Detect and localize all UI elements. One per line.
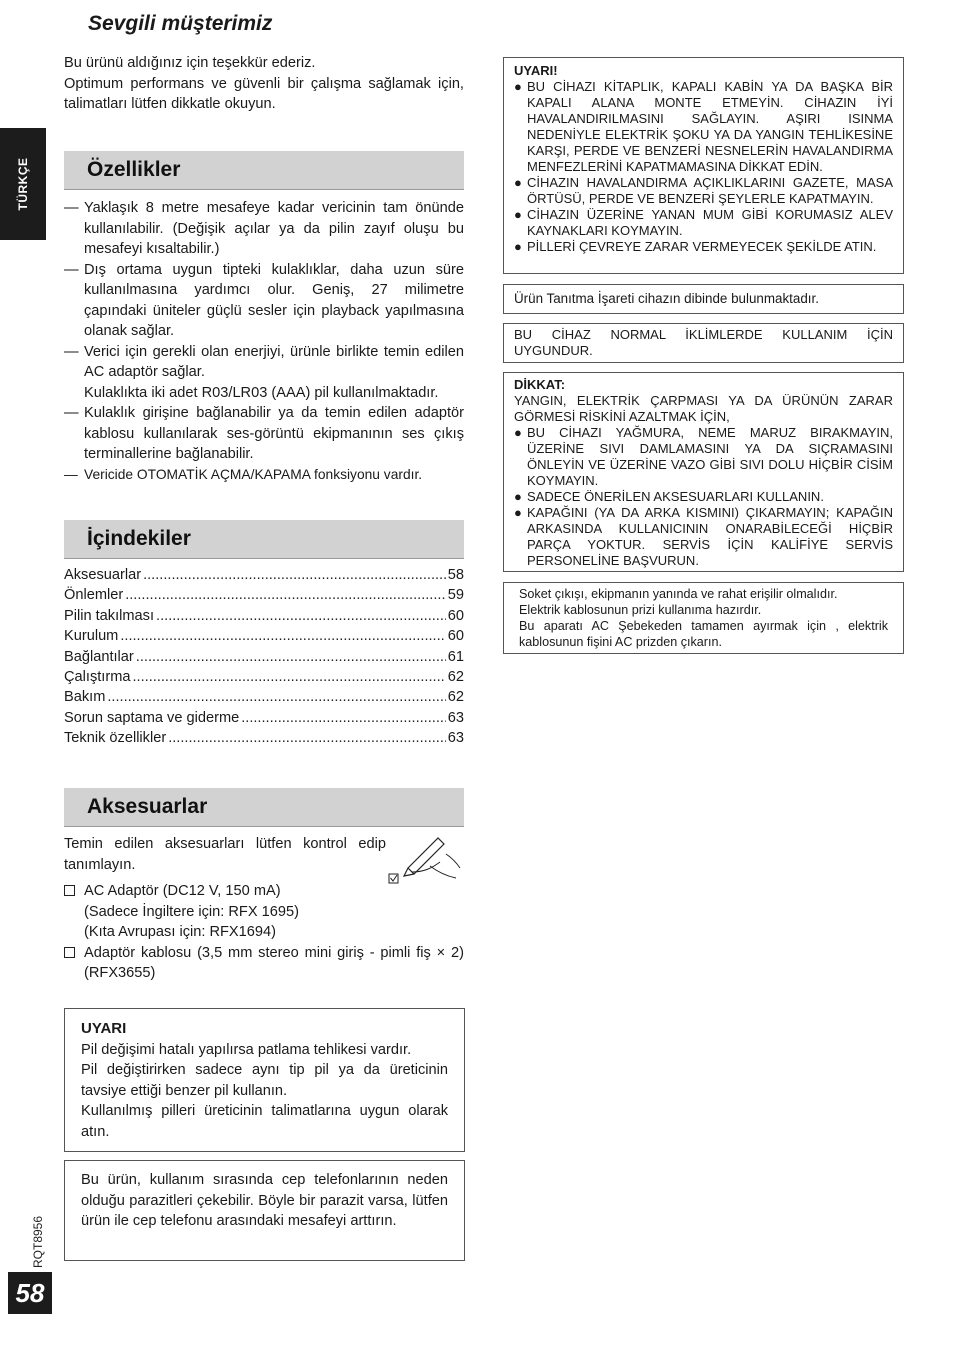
accessory-item-ac-adaptor: AC Adaptör (DC12 V, 150 mA) (Sadece İngiltere için: RFX 1695) (Kıta Avrupası için: RFX1694) [64, 881, 464, 943]
phone-interference-note: Bu ürün, kullanım sırasında cep telefonlarının neden olduğu parazitleri çekebilir. Böyle bir parazit varsa, lütfen ürün ile cep telefonu arasındaki mesafeyi arttırın. [64, 1160, 465, 1261]
accessories-list [64, 881, 464, 984]
toc-row[interactable]: Sorun saptama ve giderme ..... 63 [64, 710, 464, 730]
toc-row[interactable]: Önlemler ..... 59 [64, 587, 464, 607]
intro-line-1: Bu ürünü aldığınız için teşekkür ederiz. [64, 55, 316, 71]
table-of-contents [64, 567, 464, 751]
toc-row[interactable]: Aksesuarlar ..... 58 [64, 567, 464, 587]
features-list [64, 198, 464, 485]
feature-item: — Vericide OTOMATİK AÇMA/KAPAMA fonksiyonu vardır. [64, 466, 423, 482]
toc-row[interactable]: Teknik özellikler ..... 63 [64, 730, 464, 750]
id-mark-note: Ürün Tanıtma İşareti cihazın dibinde bulunmaktadır. [503, 284, 904, 314]
checkbox-icon[interactable] [64, 885, 75, 896]
caution-title: DİKKAT: [514, 377, 566, 392]
greeting-heading: Sevgili müşterimiz [88, 12, 273, 35]
features-heading: Özellikler [87, 158, 181, 181]
accessory-item-adaptor-cable: Adaptör kablosu (3,5 mm stereo mini giriş - pimli fiş × 2) (RFX3655) [64, 943, 464, 984]
feature-item: — Kulaklık girişine bağlanabilir ya da temin edilen adaptör kablosu kullanılarak ses-görüntü ekipmanının ses çıkış terminallerine bağlanabilir. [64, 405, 464, 462]
checkbox-icon[interactable] [64, 947, 75, 958]
caution-intro: YANGIN, ELEKTRİK ÇARPMASI YA DA ÜRÜNÜN ZARAR GÖRMESİ RİSKİNİ AZALTMAK İÇİN, [514, 393, 893, 424]
caution-item: ● KAPAĞINI (YA DA ARKA KISMINI) ÇIKARMAYIN; KAPAĞIN ARKASINDA KULLANICININ ONARABİLECEĞİ HİÇBİR PARÇA YOKTUR. SERVİS İÇİN KALİFİYE SERVİS PERSONELİNE BAŞVURUN. [514, 505, 893, 568]
battery-warning-box: UYARI Pil değişimi hatalı yapılırsa patlama tehlikesi vardır. Pil değiştirirken sadece aynı tip pil ya da üreticinin tavsiye ettiği benzer pil kullanın. Kullanılmış pilleri üreticinin talimatlarına uygun olarak atın. [64, 1008, 465, 1152]
warning-box [503, 57, 904, 274]
pen-checkmark-icon [386, 832, 464, 888]
model-code: RQT8956 [31, 1215, 45, 1269]
toc-row[interactable]: Çalıştırma ..... 62 [64, 669, 464, 689]
page-number: 58 [8, 1272, 52, 1314]
language-tab-label: TÜRKÇE [16, 157, 30, 211]
toc-row[interactable]: Bağlantılar ..... 61 [64, 649, 464, 669]
feature-item: — Yaklaşık 8 metre mesafeye kadar vericinin tam önünde kullanılabilir. (Değişik açılar ya da pilin zayıf oluşu bu mesafeyi kısaltabilir.) [64, 200, 464, 257]
warning-item: ● CİHAZIN ÜZERİNE YANAN MUM GİBİ KORUMASIZ ALEV KAYNAKLARI KOYMAYIN. [514, 207, 893, 238]
caution-item: ● BU CİHAZI YAĞMURA, NEME MARUZ BIRAKMAYIN, ÜZERİNE SIVI DAMLAMASINI YA DA SIÇRAMASINI ÖNLEYİN VE ÜZERİNE VAZO GİBİ SIVI DOLU HİÇBİR CİSİM KOYMAYIN. [514, 425, 893, 488]
accessories-intro: Temin edilen aksesuarları lütfen kontrol edip tanımlayın. [64, 836, 386, 873]
toc-row[interactable]: Kurulum ..... 60 [64, 628, 464, 648]
language-tab [0, 128, 46, 240]
warning-item: ● BU CİHAZI KİTAPLIK, KAPALI KABİN YA DA BAŞKA BİR KAPALI ALANA MONTE ETMEYİN. CİHAZIN İYİ HAVALANDIRILMASINI SAĞLAYIN. AŞIRI ISINMA NEDENİYLE ELEKTRİK ŞOKU YA DA YANGIN TEHLİKESİNE KARŞI, PERDE VE BENZERİ NESNELERİN HAVALANDIRMA MENFEZLERİNİ KAPATMAMASINA DİKKAT EDİN. [514, 79, 893, 174]
toc-row[interactable]: Pilin takılması ..... 60 [64, 608, 464, 628]
battery-warning-title: UYARI [81, 1020, 127, 1037]
accessories-heading-bar [64, 788, 464, 827]
toc-row[interactable]: Bakım ..... 62 [64, 689, 464, 709]
features-heading-bar [64, 151, 464, 190]
feature-item: — Verici için gerekli olan enerjiyi, ürünle birlikte temin edilen AC adaptör sağlar. [64, 343, 464, 380]
contents-heading-bar [64, 520, 464, 559]
caution-box [503, 372, 904, 572]
contents-heading: İçindekiler [87, 527, 191, 550]
feature-item-note: Kulaklıkta iki adet R03/LR03 (AAA) pil kullanılmaktadır. [84, 384, 439, 401]
caution-item: ● SADECE ÖNERİLEN AKSESUARLARI KULLANIN. [514, 489, 824, 504]
intro-text [64, 53, 464, 115]
socket-note: Soket çıkışı, ekipmanın yanında ve rahat erişilir olmalıdır. Elektrik kablosunun prizi kullanıma hazırdır. Bu aparatı AC Şebekeden tamamen ayırmak için , elektrik kablosunun fişini AC prizden çıkarın. [503, 582, 904, 654]
climate-note: BU CİHAZ NORMAL İKLİMLERDE KULLANIM İÇİN UYGUNDUR. [503, 323, 904, 363]
warning-item: ● CİHAZIN HAVALANDIRMA AÇIKLIKLARINI GAZETE, MASA ÖRTÜSÜ, PERDE VE BENZERİ ŞEYLERLE KAPATMAYIN. [514, 175, 893, 206]
accessories-heading: Aksesuarlar [87, 795, 208, 818]
warning-item: ● PİLLERİ ÇEVREYE ZARAR VERMEYECEK ŞEKİLDE ATIN. [514, 239, 877, 254]
intro-line-2: Optimum performans ve güvenli bir çalışma sağlamak için, talimatları lütfen dikkatle okuyun. [64, 75, 464, 112]
feature-item: — Dış ortama uygun tipteki kulaklıklar, daha uzun süre kullanılmasına yardımcı olur. Geniş, 27 milimetre çapındaki üniteler güçlü sesler için playback yapılmasına olanak sağlar. [64, 261, 464, 339]
warning-title: UYARI! [514, 63, 558, 78]
